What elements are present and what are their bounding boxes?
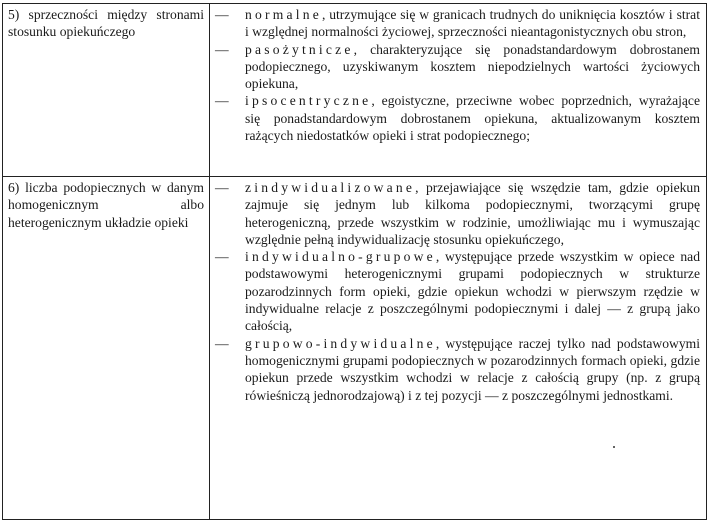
- list-item: [215, 335, 700, 404]
- scan-speck: [613, 446, 615, 448]
- item-text: , występujące raczej tylko nad podstawowymi homogenicznymi grupami podopiecznych w pozarodzinnych formach opieki, gdzie opiekun przede wszystkim wchodzi w relacje z całością grupy (np. z grupą rówieśniczą jednorodzajową) i z tej pozycji — z poszczególnymi jednostkami.: [245, 335, 700, 403]
- dash-marker: —: [215, 41, 229, 57]
- row-label: 5) sprzeczności między stronami stosunku opiekuńczego: [8, 7, 204, 40]
- item-term: indywidualno-grupowe: [245, 249, 436, 265]
- list-item: [215, 92, 700, 144]
- dash-marker: —: [215, 93, 229, 109]
- item-term: zindywidualizowane: [245, 180, 416, 195]
- table-row: [3, 177, 707, 520]
- item-text: , przejawiające się wszędzie tam, gdzie opiekun zajmuje się jednym lub kilkoma podopiecznymi, tworzącymi grupę heterogeniczną, przede wszystkim w rodzinie, umożliwiając mu i wymuszając względnie pełną indywidualizację stosunku opiekuńczego,: [245, 180, 700, 247]
- item-term: normalne: [245, 7, 322, 22]
- table-row: [3, 4, 707, 177]
- list-item: [215, 6, 700, 41]
- row-label-cell: [3, 177, 210, 520]
- item-term: grupowo-indywidualne: [245, 335, 436, 351]
- item-term: ipsocentryczne: [245, 93, 372, 109]
- dash-marker: —: [215, 335, 229, 351]
- classification-table: [2, 3, 707, 520]
- row-content-cell: [210, 177, 707, 520]
- row-label: 6) liczba podopiecznych w danym homogenicznym albo heterogenicznym układzie opieki: [8, 180, 204, 230]
- list-item: [215, 248, 700, 334]
- item-text: , występujące przede wszystkim w opiece nad podstawowymi heterogenicznymi grupami podopiecznych w strukturze pozarodzinnych form opieki, gdzie opiekun wchodzi w pierwszym rzędzie w indywidualne relacje z poszczególnymi podopiecznymi i dalej — z grupą jako całością,: [245, 249, 700, 334]
- row-content-cell: [210, 4, 707, 177]
- item-text: , charakteryzujące się ponadstandardowym dobrostanem podopiecznego, uzyskiwanym kosztem niepodzielnych wartości życiowych opiekuna,: [245, 41, 700, 92]
- dash-marker: —: [215, 249, 229, 265]
- item-text: , egoistyczne, przeciwne wobec poprzednich, wyrażające się ponadstandardowym dobrostanem opiekuna, aktualizowanym kosztem rażących niedostatków opieki i strat podopiecznego;: [245, 93, 700, 144]
- dash-marker: —: [215, 7, 229, 22]
- item-term: pasożytnicze: [245, 41, 354, 57]
- list-item: [215, 41, 700, 93]
- list-item: [215, 179, 700, 248]
- row-label-cell: [3, 4, 210, 177]
- dash-marker: —: [215, 180, 229, 195]
- item-text: , utrzymujące się w granicach trudnych do uniknięcia kosztów i strat i względnej normalności życiowej, sprzeczności nieantagonistycznych obu stron,: [245, 7, 700, 40]
